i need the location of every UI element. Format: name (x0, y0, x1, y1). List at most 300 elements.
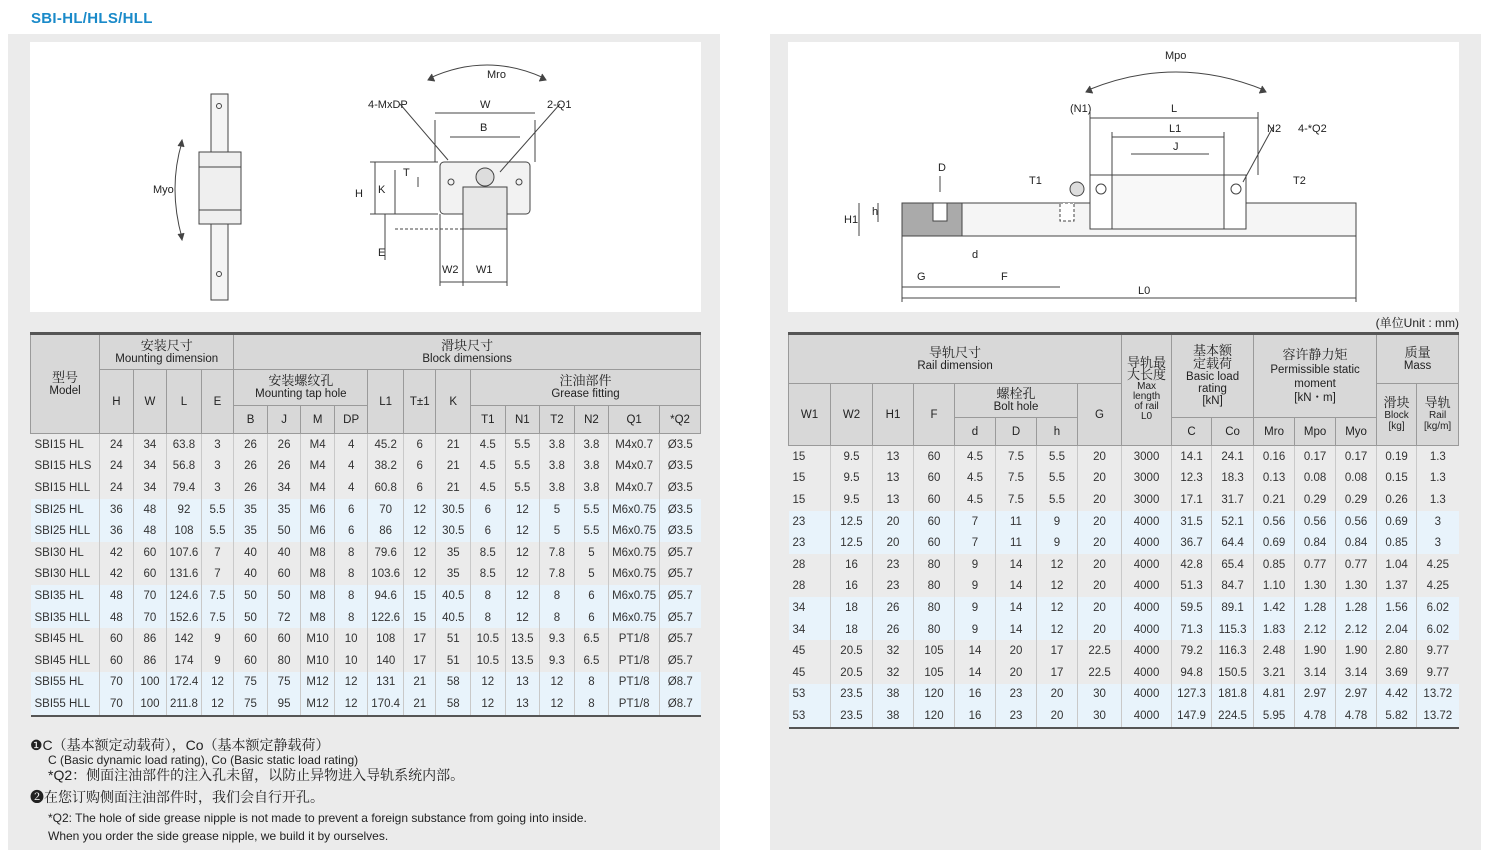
rail-cell-mro: 0.56 (1254, 511, 1295, 533)
col-F: F (914, 384, 955, 446)
block-cell-n1: 12 (505, 607, 540, 629)
col-C: C (1172, 418, 1212, 446)
table-row (789, 576, 1459, 598)
block-cell-k: 21 (436, 434, 471, 456)
rail-cell-h1: 32 (873, 640, 914, 662)
block-cell-b: 26 (234, 456, 268, 478)
block-cell-j: 35 (267, 499, 301, 521)
col-Q2: *Q2 (660, 406, 701, 434)
rail-cell-d: 7 (955, 511, 996, 533)
block-cell-h: 70 (100, 672, 134, 694)
e-label: E (378, 247, 386, 259)
rail-cell-h: 5.5 (1037, 468, 1078, 490)
block-cell-t: 6 (403, 477, 436, 499)
block-cell-k: 30.5 (436, 499, 471, 521)
rail-cell-co: 31.7 (1212, 489, 1254, 511)
rail-cell-mpo: 2.12 (1295, 619, 1336, 641)
col-H1: H1 (873, 384, 914, 446)
note-2-en-2: When you order the side grease nipple, we build it by ourselves. (48, 829, 389, 843)
block-cell-q2: Ø5.7 (660, 564, 701, 586)
rail-spec-table (788, 332, 1459, 729)
block-cell-q1: M6x0.75 (609, 542, 660, 564)
block-cell-q2: Ø3.5 (660, 499, 701, 521)
rail-cell-mro: 1.10 (1254, 576, 1295, 598)
table-row (31, 693, 701, 716)
block-cell-b: 35 (234, 520, 268, 542)
block-cell-b: 40 (234, 564, 268, 586)
rail-cell-rail: 3 (1417, 532, 1459, 554)
block-cell-t: 21 (403, 672, 436, 694)
table-row (31, 456, 701, 478)
rail-cell-w2: 12.5 (831, 511, 873, 533)
col-H: H (100, 370, 134, 434)
rail-cell-f: 105 (914, 640, 955, 662)
tap-header: 安装螺纹孔 Mounting tap hole (234, 370, 368, 406)
block-cell-m: M4 (301, 434, 335, 456)
block-cell-t2: 12 (540, 672, 575, 694)
block-cell-l1: 94.6 (368, 585, 404, 607)
rail-cell-c: 12.3 (1172, 468, 1212, 490)
rail-cell-mro: 0.16 (1254, 446, 1295, 468)
rail-cell-w1: 45 (792, 666, 806, 679)
block-cell-q1: M6x0.75 (609, 520, 660, 542)
block-cell-l: 92 (167, 499, 202, 521)
block-cell-e: 3 (201, 477, 234, 499)
rail-cell-w2: 12.5 (831, 532, 873, 554)
block-cell-t2: 3.8 (540, 456, 575, 478)
block-cell-q1: PT1/8 (609, 628, 660, 650)
block-cell-q2: Ø3.5 (660, 477, 701, 499)
block-cell-k: 30.5 (436, 520, 471, 542)
rail-cell-c: 71.3 (1172, 619, 1212, 641)
block-cell-t2: 9.3 (540, 628, 575, 650)
n1-label: (N1) (1070, 103, 1092, 115)
rail-cell-myo: 3.14 (1336, 662, 1377, 684)
block-cell-j: 80 (267, 650, 301, 672)
rail-cell-h: 17 (1037, 640, 1078, 662)
table-row (789, 554, 1459, 576)
block-cell-t: 17 (403, 650, 436, 672)
col-W: W (133, 370, 167, 434)
block-cell-m: M8 (301, 585, 335, 607)
block-cell-t1: 4.5 (471, 456, 506, 478)
rail-cell-myo: 0.56 (1336, 511, 1377, 533)
block-cell-t2: 7.8 (540, 564, 575, 586)
col-T2: T2 (540, 406, 575, 434)
block-cell-w: 86 (133, 628, 167, 650)
block-cell-t: 15 (403, 585, 436, 607)
block-cell-j: 60 (267, 628, 301, 650)
table-row (789, 705, 1459, 728)
table-row (31, 499, 701, 521)
block-cell-model: SBI15 HLL (34, 481, 91, 494)
rail-cell-mpo: 1.90 (1295, 640, 1336, 662)
rail-cell-d: 9 (955, 554, 996, 576)
rail-cell-l0: 4000 (1122, 576, 1172, 598)
block-cell-n2: 6 (574, 607, 609, 629)
rail-cell-f: 80 (914, 619, 955, 641)
footnotes (30, 737, 587, 843)
rail-cell-c: 51.3 (1172, 576, 1212, 598)
rail-cell-h1: 38 (873, 705, 914, 728)
j-label: J (1173, 141, 1179, 153)
rail-cell-co: 150.5 (1212, 662, 1254, 684)
rail-cell-h: 12 (1037, 576, 1078, 598)
block-cell-l: 172.4 (167, 672, 202, 694)
rail-cell-f: 60 (914, 489, 955, 511)
block-cell-model: SBI15 HLS (34, 460, 92, 473)
rail-cell-w1: 23 (789, 532, 831, 554)
mounting-header: 安装尺寸 Mounting dimension (100, 334, 234, 370)
rail-cell-h: 20 (1037, 705, 1078, 728)
rail-cell-c: 94.8 (1172, 662, 1212, 684)
col-rail-mass: 导轨 Rail [kg/m] (1417, 384, 1459, 446)
max-length-header: 导轨最 大长度 Max length of rail L0 (1122, 334, 1172, 446)
table-row (789, 489, 1459, 511)
block-cell-b: 26 (234, 477, 268, 499)
block-cell-j: 40 (267, 542, 301, 564)
col-DP: DP (334, 406, 368, 434)
table-row (31, 628, 701, 650)
block-cell-j: 34 (267, 477, 301, 499)
rail-cell-w2: 16 (831, 576, 873, 598)
block-cell-q1: M6x0.75 (609, 564, 660, 586)
block-cell-q1: PT1/8 (609, 693, 660, 716)
rail-cell-d: 11 (996, 532, 1037, 554)
rail-cell-h1: 26 (873, 619, 914, 641)
rail-cell-rail: 1.3 (1417, 446, 1459, 468)
block-cell-j: 95 (267, 693, 301, 716)
block-cell-h: 42 (100, 542, 134, 564)
rail-cell-h1: 13 (873, 468, 914, 490)
rail-cell-h: 9 (1037, 532, 1078, 554)
block-cell-l1: 131 (368, 672, 404, 694)
block-cell-e: 12 (201, 672, 234, 694)
rail-cell-w1: 15 (792, 450, 806, 463)
rail-cell-h: 5.5 (1037, 446, 1078, 468)
rail-cell-mro: 1.42 (1254, 597, 1295, 619)
block-cell-q1: M4x0.7 (609, 456, 660, 478)
h-small-label: h (872, 206, 879, 218)
myo-label: Myo (153, 184, 174, 196)
block-cell-m: M10 (301, 650, 335, 672)
block-cell-j: 60 (267, 564, 301, 586)
table-row (789, 446, 1459, 468)
block-cell-t: 12 (403, 542, 436, 564)
rail-cell-l0: 4000 (1122, 554, 1172, 576)
load-rating-header: 基本额 定载荷 Basic load rating [kN] (1172, 334, 1254, 418)
rail-cell-d: 4.5 (955, 446, 996, 468)
block-cell-h: 36 (100, 499, 134, 521)
block-cell-n2: 6.5 (574, 650, 609, 672)
block-cell-w: 48 (133, 499, 167, 521)
block-cell-n2: 3.8 (574, 477, 609, 499)
note-2-en-1: *Q2: The hole of side grease nipple is not made to prevent a foreign substance from going into inside. (48, 811, 587, 825)
block-cell-q1: M4x0.7 (609, 477, 660, 499)
rail-cell-rail: 9.77 (1417, 662, 1459, 684)
col-T: T±1 (403, 370, 436, 434)
rail-cell-block: 0.26 (1377, 489, 1417, 511)
rail-cell-mro: 0.21 (1254, 489, 1295, 511)
block-cell-q1: M6x0.75 (609, 607, 660, 629)
block-cell-l1: 38.2 (368, 456, 404, 478)
rail-cell-rail: 3 (1417, 511, 1459, 533)
block-cell-q2: Ø5.7 (660, 650, 701, 672)
rail-cell-myo: 2.12 (1336, 619, 1377, 641)
rail-cell-myo: 0.17 (1336, 446, 1377, 468)
rail-cell-rail: 4.25 (1417, 576, 1459, 598)
block-cell-b: 60 (234, 650, 268, 672)
rail-cell-w1: 34 (789, 619, 831, 641)
block-cell-n2: 5.5 (574, 499, 609, 521)
grease-header: 注油部件 Grease fitting (471, 370, 701, 406)
rail-cell-mpo: 0.77 (1295, 554, 1336, 576)
rail-cell-w2: 9.5 (831, 489, 873, 511)
table-row (31, 607, 701, 629)
block-cell-h: 24 (100, 477, 134, 499)
rail-cell-w2: 16 (831, 554, 873, 576)
block-cell-q2: Ø8.7 (660, 672, 701, 694)
rail-cell-d: 20 (996, 640, 1037, 662)
block-cell-w: 34 (133, 434, 167, 456)
block-cell-t2: 8 (540, 607, 575, 629)
block-cell-w: 34 (133, 456, 167, 478)
rail-cell-mpo: 0.56 (1295, 511, 1336, 533)
col-Myo: Myo (1336, 418, 1377, 446)
rail-cell-rail: 13.72 (1417, 705, 1459, 728)
table-row (31, 650, 701, 672)
block-cell-e: 7.5 (201, 607, 234, 629)
rail-cell-myo: 0.77 (1336, 554, 1377, 576)
rail-cell-g: 20 (1078, 468, 1122, 490)
block-cell-q2: Ø3.5 (660, 520, 701, 542)
rail-cell-mro: 0.13 (1254, 468, 1295, 490)
rail-cell-h: 17 (1037, 662, 1078, 684)
rail-cell-g: 20 (1078, 554, 1122, 576)
block-cell-model: SBI30 HL (34, 546, 84, 559)
block-cell-b: 50 (234, 585, 268, 607)
d-lower-label: d (972, 249, 979, 261)
rail-cell-h1: 26 (873, 597, 914, 619)
block-cell-j: 50 (267, 520, 301, 542)
block-cell-n2: 8 (574, 672, 609, 694)
col-d: d (955, 418, 996, 446)
block-cell-b: 40 (234, 542, 268, 564)
block-cell-h: 36 (100, 520, 134, 542)
rail-cell-f: 60 (914, 511, 955, 533)
block-cell-t2: 3.8 (540, 434, 575, 456)
table-row (789, 597, 1459, 619)
rail-cell-l0: 4000 (1122, 662, 1172, 684)
rail-cell-d: 4.5 (955, 468, 996, 490)
rail-cell-block: 4.42 (1377, 684, 1417, 706)
rail-cell-co: 116.3 (1212, 640, 1254, 662)
l1-label: L1 (1169, 123, 1182, 135)
table-row (789, 640, 1459, 662)
col-N2: N2 (574, 406, 609, 434)
block-cell-j: 26 (267, 456, 301, 478)
block-cell-m: M6 (301, 499, 335, 521)
rail-cell-rail: 6.02 (1417, 619, 1459, 641)
rail-cell-mpo: 4.78 (1295, 705, 1336, 728)
block-cell-e: 9 (201, 628, 234, 650)
block-cell-t1: 8.5 (471, 564, 506, 586)
block-cell-k: 40.5 (436, 607, 471, 629)
block-cell-l1: 122.6 (368, 607, 404, 629)
block-cell-w: 100 (133, 672, 167, 694)
rail-header: 导轨尺寸 Rail dimension (789, 334, 1122, 384)
block-cell-l: 107.6 (167, 542, 202, 564)
block-cell-t: 12 (403, 564, 436, 586)
block-cell-n1: 12 (505, 585, 540, 607)
rail-cell-mpo: 0.29 (1295, 489, 1336, 511)
block-cell-t1: 6 (471, 520, 506, 542)
rail-cell-block: 2.80 (1377, 640, 1417, 662)
rail-cell-mpo: 0.08 (1295, 468, 1336, 490)
block-cell-k: 51 (436, 628, 471, 650)
col-K: K (436, 370, 471, 434)
block-cell-t2: 8 (540, 585, 575, 607)
rail-cell-w1: 28 (792, 558, 806, 571)
rail-cell-w1: 34 (789, 597, 831, 619)
k-label: K (378, 184, 386, 196)
block-cell-w: 60 (133, 564, 167, 586)
block-cell-dp: 6 (334, 520, 368, 542)
rail-cell-f: 120 (914, 705, 955, 728)
block-cell-m: M12 (301, 672, 335, 694)
rail-cell-f: 60 (914, 468, 955, 490)
b-label: B (480, 122, 488, 134)
block-cell-t2: 12 (540, 693, 575, 716)
block-cell-q2: Ø5.7 (660, 542, 701, 564)
block-cell-dp: 8 (334, 607, 368, 629)
block-cell-dp: 12 (334, 672, 368, 694)
rail-diagram (788, 42, 1459, 312)
rail-cell-f: 80 (914, 576, 955, 598)
block-cell-dp: 8 (334, 542, 368, 564)
block-cell-n2: 5 (574, 564, 609, 586)
rail-cell-rail: 1.3 (1417, 489, 1459, 511)
rail-cell-mpo: 0.17 (1295, 446, 1336, 468)
rail-cell-d: 23 (996, 705, 1037, 728)
rail-cell-co: 65.4 (1212, 554, 1254, 576)
block-diagram (30, 42, 701, 312)
rail-cell-w1: 53 (789, 705, 831, 728)
col-B: B (234, 406, 268, 434)
block-cell-t: 15 (403, 607, 436, 629)
col-J: J (267, 406, 301, 434)
rail-cell-h: 12 (1037, 597, 1078, 619)
block-cell-t2: 3.8 (540, 477, 575, 499)
block-cell-q2: Ø5.7 (660, 628, 701, 650)
col-L1: L1 (368, 370, 404, 434)
block-cell-j: 26 (267, 434, 301, 456)
block-cell-m: M8 (301, 542, 335, 564)
col-M: M (301, 406, 335, 434)
rail-cell-g: 20 (1078, 576, 1122, 598)
rail-cell-c: 36.7 (1172, 532, 1212, 554)
h1-label: H1 (844, 214, 859, 226)
rail-cell-mro: 0.69 (1254, 532, 1295, 554)
block-cell-dp: 10 (334, 650, 368, 672)
rail-cell-c: 31.5 (1172, 511, 1212, 533)
block-cell-b: 35 (234, 499, 268, 521)
block-cell-t1: 12 (471, 693, 506, 716)
rail-cell-g: 30 (1078, 684, 1122, 706)
block-cell-q2: Ø3.5 (660, 456, 701, 478)
block-cell-k: 58 (436, 693, 471, 716)
rail-cell-d: 9 (955, 619, 996, 641)
page-title: SBI-HL/HLS/HLL (31, 10, 153, 27)
table-row (789, 619, 1459, 641)
rail-cell-g: 22.5 (1078, 662, 1122, 684)
table-row (31, 564, 701, 586)
block-cell-m: M8 (301, 607, 335, 629)
rail-cell-w2: 20.5 (831, 640, 873, 662)
block-cell-k: 51 (436, 650, 471, 672)
block-cell-b: 50 (234, 607, 268, 629)
rail-cell-d: 4.5 (955, 489, 996, 511)
rail-cell-mpo: 1.28 (1295, 597, 1336, 619)
col-Mpo: Mpo (1295, 418, 1336, 446)
block-cell-e: 3 (201, 456, 234, 478)
rail-cell-myo: 1.90 (1336, 640, 1377, 662)
block-cell-dp: 4 (334, 456, 368, 478)
block-cell-n1: 5.5 (505, 477, 540, 499)
block-cell-dp: 8 (334, 585, 368, 607)
rail-cell-d: 16 (955, 705, 996, 728)
rail-cell-l0: 4000 (1122, 705, 1172, 728)
rail-cell-d: 11 (996, 511, 1037, 533)
rail-cell-d: 9 (955, 576, 996, 598)
col-W1: W1 (789, 384, 831, 446)
block-cell-t1: 4.5 (471, 477, 506, 499)
block-cell-b: 75 (234, 693, 268, 716)
bolt-header: 螺栓孔 Bolt hole (955, 384, 1078, 418)
rail-cell-l0: 4000 (1122, 640, 1172, 662)
mass-header: 质量 Mass (1377, 334, 1459, 384)
col-L: L (167, 370, 202, 434)
rail-cell-mpo: 0.84 (1295, 532, 1336, 554)
block-cell-k: 21 (436, 477, 471, 499)
block-cell-t1: 10.5 (471, 650, 506, 672)
block-cell-l1: 79.6 (368, 542, 404, 564)
rail-cell-d: 7.5 (996, 446, 1037, 468)
block-cell-l: 211.8 (167, 693, 202, 716)
table-row (789, 684, 1459, 706)
block-cell-l: 174 (167, 650, 202, 672)
block-cell-n1: 5.5 (505, 456, 540, 478)
rail-cell-d: 7.5 (996, 489, 1037, 511)
rail-cell-w2: 9.5 (831, 446, 873, 468)
rail-cell-block: 2.04 (1377, 619, 1417, 641)
table-row (789, 511, 1459, 533)
block-cell-model: SBI35 HLL (31, 607, 100, 629)
rail-cell-w1: 28 (792, 580, 806, 593)
table-row (31, 542, 701, 564)
rail-cell-c: 59.5 (1172, 597, 1212, 619)
rail-cell-co: 18.3 (1212, 468, 1254, 490)
block-cell-t2: 5 (540, 520, 575, 542)
block-cell-k: 35 (436, 564, 471, 586)
rail-cell-l0: 4000 (1122, 532, 1172, 554)
rail-cell-myo: 4.78 (1336, 705, 1377, 728)
rail-cell-h1: 38 (873, 684, 914, 706)
rail-cell-c: 147.9 (1172, 705, 1212, 728)
mro-label: Mro (487, 69, 506, 81)
rail-cell-h1: 13 (873, 489, 914, 511)
rail-cell-g: 20 (1078, 597, 1122, 619)
